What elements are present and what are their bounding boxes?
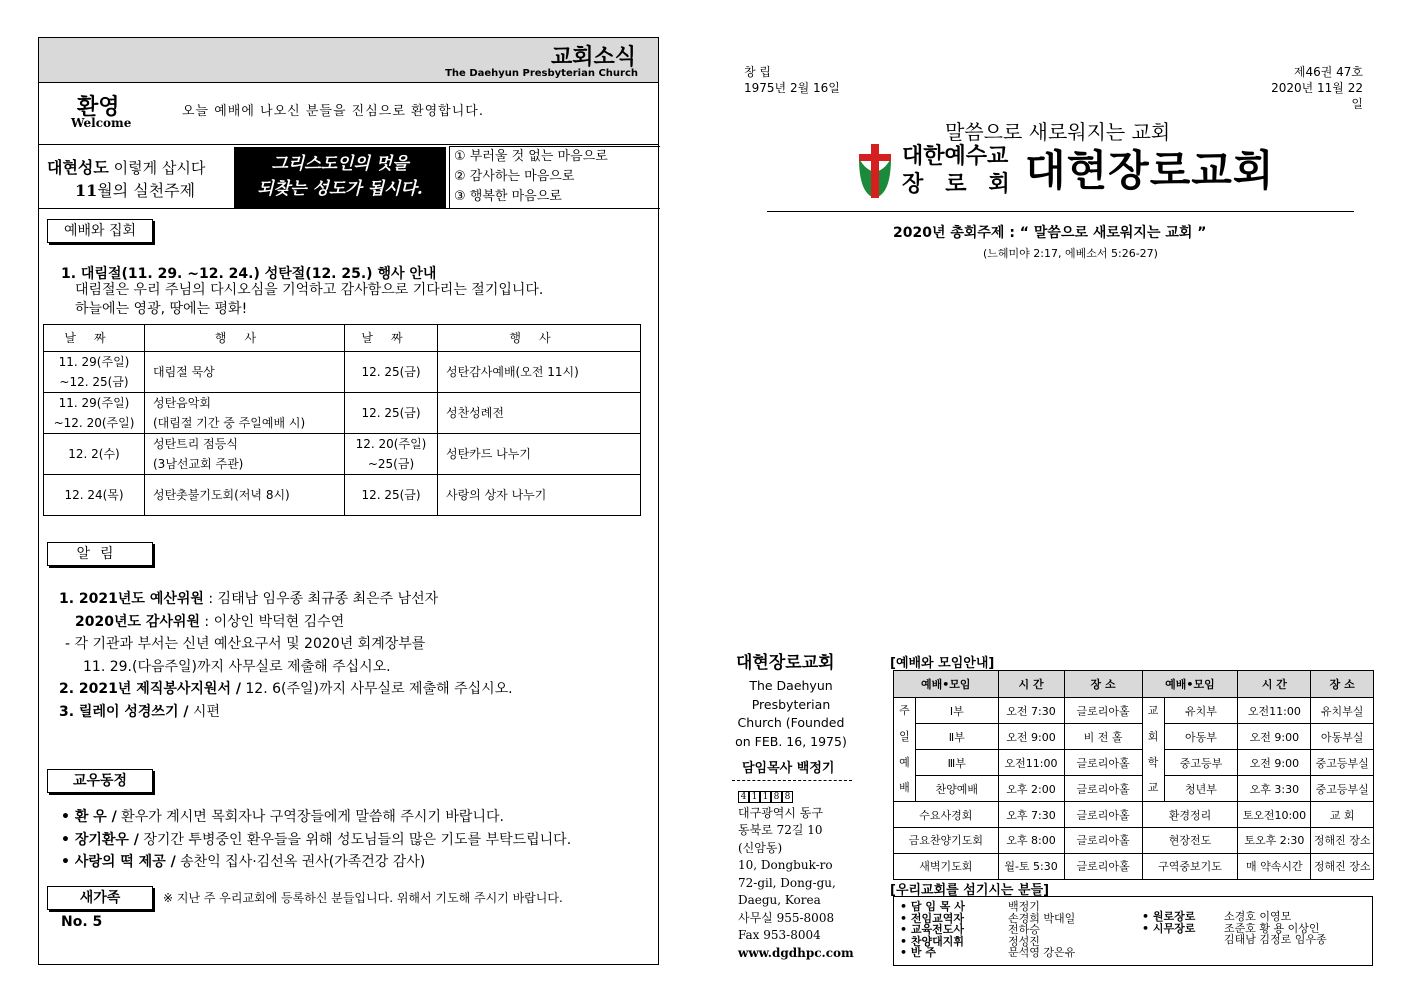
divider: [39, 144, 658, 145]
list-item: - 각 기관과 부서는 신년 예산요구서 및 2020년 회계장부를: [65, 636, 426, 653]
cross-logo-icon: [855, 144, 895, 200]
bullet-item: ② 감사하는 마음으로: [454, 169, 575, 184]
table-row: 11. 29(주일) ~12. 25(금) 대림절 묵상 12. 25(금) 성탄감사예배(오전 11시): [44, 352, 641, 393]
theme-reference: (느헤미야 2:17, 에베소서 5:26-27): [983, 247, 1158, 260]
bullet-item: ③ 행복한 마음으로: [454, 189, 562, 204]
section-notice-label: 알림: [47, 542, 153, 566]
senior-pastor: 담임목사 백정기: [742, 761, 835, 776]
table-header-row: 날짜 행사 날짜 행사: [44, 325, 641, 352]
church-school-label: 교 회 학 교: [1142, 698, 1164, 802]
bullet-item: ① 부러울 것 없는 마음으로: [454, 149, 608, 164]
table-row: 11. 29(주일) ~12. 20(주일) 성탄음악회 (대림절 기간 중 주일예배 시) 12. 25(금) 성찬성례전: [44, 393, 641, 434]
news-subtitle: The Daehyun Presbyterian Church: [445, 68, 638, 79]
staff-box: [893, 896, 1373, 966]
list-item: • 교육전도사 전하승: [900, 923, 1040, 936]
section-newfamily-label: 새가족: [47, 886, 153, 910]
divider: [39, 208, 658, 209]
table-header-row: 예배•모임 시 간 장 소 예배•모임 시 간 장 소: [894, 671, 1374, 698]
table-row: 금요찬양기도회 오후 8:00 글로리아홀 현장전도 토오후 2:30 정해진 장소: [894, 827, 1374, 853]
advent-title: 1. 대림절(11. 29. ~12. 24.) 성탄절(12. 25.) 행사 안내: [61, 266, 437, 282]
daehyun-line-2: 11월의 실천주제: [75, 181, 196, 200]
volume-info: 제46권 47호 2020년 11월 22일: [1271, 65, 1363, 111]
divider: [732, 780, 852, 781]
website-link[interactable]: www.dgdhpc.com: [738, 945, 854, 960]
service-table: [893, 670, 1374, 880]
table-row: 12. 2(수) 성탄트리 점등식 (3남선교회 주관) 12. 20(주일) ~25(금) 성탄카드 나누기: [44, 434, 641, 475]
list-item: 2020년도 감사위원 : 이상인 박덕현 김수연: [75, 613, 345, 630]
practice-bullets: [449, 146, 660, 209]
church-english-name: The Daehyun Presbyterian Church (Founded on FEB. 16, 1975): [735, 678, 847, 749]
section-worship-label: 예배와 집회: [47, 219, 153, 243]
zip-code: 4 1 1 8 8: [738, 787, 854, 805]
church-name: 대현장로교회: [1025, 146, 1275, 195]
founded-info: 창 립 1975년 2월 16일: [744, 65, 840, 95]
news-header: [39, 38, 658, 83]
staff-title: [우리교회를 섬기시는 분들]: [890, 883, 1050, 898]
banner-line-1: 그리스도인의 멋을: [271, 154, 409, 174]
staff-list-right: [1142, 911, 1327, 946]
practice-theme-banner: [234, 147, 446, 209]
service-guide-title: [예배와 모임안내]: [890, 656, 995, 671]
church-name-small: 대현장로교회: [736, 653, 835, 673]
list-item: • 반 주 문석영 강은유: [900, 946, 1076, 959]
table-row: 수요사경회 오후 7:30 글로리아홀 환경정리 토오전10:00 교 회: [894, 802, 1374, 828]
table-row: Ⅲ부 오전11:00 글로리아홀 중고등부 오전 9:00 중고등부실: [894, 750, 1374, 776]
list-item: • 장기환우 / 장기간 투병중인 환우들을 위해 성도님들의 많은 기도를 부탁드립니다.: [61, 831, 572, 848]
list-item: 11. 29.(다음주일)까지 사무실로 제출해 주십시오.: [83, 658, 391, 675]
issue-number: No. 5: [61, 914, 103, 930]
staff-list-left: [900, 901, 1075, 959]
family-news-list: [61, 806, 571, 874]
list-item: • 찬양대지휘 정성진: [900, 934, 1040, 948]
list-item: • 담 임 목 사 백정기: [900, 900, 1040, 913]
advent-desc: 대림절은 우리 주님의 다시오심을 기억하고 감사함으로 기다리는 절기입니다. 하늘에는 영광, 땅에는 평화!: [75, 282, 544, 317]
list-item: 3. 릴레이 성경쓰기 / 시편: [59, 703, 220, 720]
list-item: • 전임교역자 손경희 박대일: [900, 911, 1076, 925]
church-address: 4 1 1 8 8 대구광역시 동구 동북로 72길 10 (신암동) 10, Dongbuk-ro 72-gil, Dong-gu, Daegu, Korea 사무실 955-8008 Fax 953-8004 www.dgdhpc.com: [738, 787, 854, 962]
table-row: Ⅱ부 오전 9:00 비 전 홀 아동부 오전 9:00 아동부실: [894, 724, 1374, 750]
divider: [767, 211, 1354, 212]
church-news-page: [38, 37, 659, 965]
welcome-english: Welcome: [71, 116, 132, 130]
banner-line-2: 되찾는 성도가 됩시다.: [257, 179, 423, 199]
welcome-message: 오늘 예배에 나오신 분들을 진심으로 환영합니다.: [182, 104, 484, 119]
church-slogan: 말씀으로 새로워지는 교회: [945, 120, 1171, 144]
list-item: • 사랑의 떡 제공 / 송찬익 집사·김선옥 권사(가족건강 감사): [61, 854, 426, 871]
table-row: 찬양예배 오후 2:00 글로리아홀 청년부 오후 3:30 중고등부실: [894, 776, 1374, 802]
table-row: 새벽기도회 월-토 5:30 글로리아홀 구역중보기도 매 약속시간 정해진 장소: [894, 853, 1374, 879]
list-item: 김태남 김정로 임우종: [1224, 933, 1327, 946]
daehyun-line-1: 대현성도 이렇게 삽시다: [47, 158, 206, 177]
table-row: 12. 24(목) 성탄촛불기도회(저녁 8시) 12. 25(금) 사랑의 상자 나누기: [44, 475, 641, 516]
welcome-korean: 환영: [77, 94, 120, 120]
sunday-worship-label: 주 일 예 배: [894, 698, 916, 802]
list-item: 1. 2021년도 예산위원 : 김태남 임우종 최규종 최은주 남선자: [59, 591, 439, 607]
table-row: 주 일 예 배 Ⅰ부 오전 7:30 글로리아홀 교 회 학 교 유치부 오전11:00 유치부실: [894, 698, 1374, 724]
list-item: • 환 우 / 환우가 계시면 목회자나 구역장들에게 말씀해 주시기 바랍니다.: [61, 809, 504, 825]
list-item: • 원로장로 소경호 이영모: [1142, 910, 1292, 923]
list-item: • 시무장로 조준호 황 용 이상인: [1142, 921, 1320, 935]
newfamily-message: ※ 지난 주 우리교회에 등록하신 분들입니다. 위해서 기도해 주시기 바랍니다.: [163, 891, 563, 905]
news-title: 교회소식: [550, 45, 636, 70]
denomination: 대한예수교 장로회: [902, 144, 1032, 197]
list-item: 2. 2021년 제직봉사지원서 / 12. 6(주일)까지 사무실로 제출해 주십시오.: [59, 681, 513, 698]
event-table: [43, 324, 641, 516]
assembly-theme: 2020년 총회주제 : “ 말씀으로 새로워지는 교회 ”: [893, 225, 1207, 241]
section-family-label: 교우동정: [47, 769, 153, 793]
notice-list: [59, 588, 513, 724]
